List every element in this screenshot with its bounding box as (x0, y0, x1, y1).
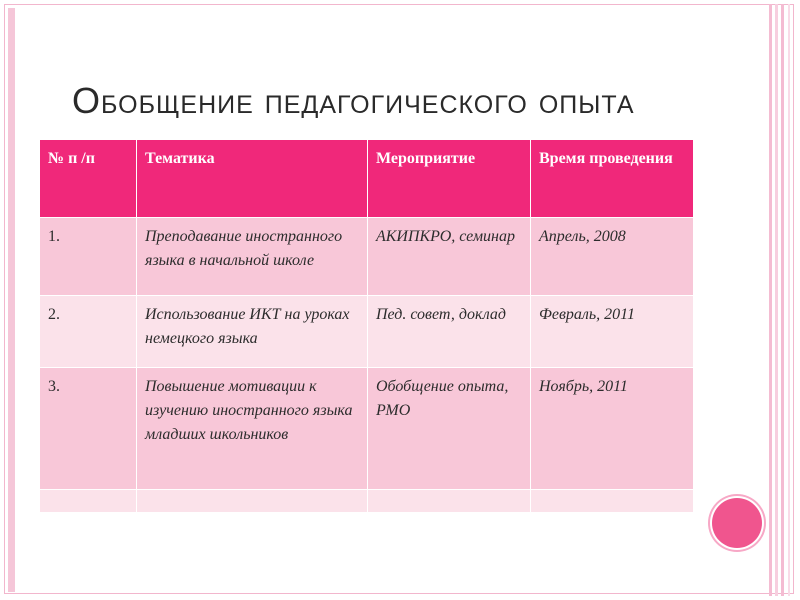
frame-right-stripes (766, 4, 796, 596)
cell-topic (137, 490, 368, 513)
cell-topic: Использование ИКТ на уроках немецкого языка (137, 296, 368, 368)
frame-stripe (769, 4, 772, 596)
header-topic: Тематика (137, 140, 368, 218)
frame-stripe (775, 4, 778, 596)
frame-stripe (781, 4, 784, 596)
cell-date: Ноябрь, 2011 (531, 368, 694, 490)
cell-number (40, 490, 137, 513)
header-event: Мероприятие (368, 140, 531, 218)
cell-date: Февраль, 2011 (531, 296, 694, 368)
cell-number: 1. (40, 218, 137, 296)
header-date: Время проведения (531, 140, 694, 218)
table-row (40, 218, 694, 296)
table-row (40, 296, 694, 368)
decorative-circle (712, 498, 762, 548)
table-header-row (40, 140, 694, 218)
table-row (40, 368, 694, 490)
cell-topic: Повышение мотивации к изучению иностранного языка младших школьников (137, 368, 368, 490)
cell-event: Пед. совет, доклад (368, 296, 531, 368)
cell-event: АКИПКРО, семинар (368, 218, 531, 296)
cell-date (531, 490, 694, 513)
cell-event: Обобщение опыта, РМО (368, 368, 531, 490)
frame-stripe (788, 4, 790, 596)
frame-left-stripe (8, 8, 15, 592)
header-number: № п /п (40, 140, 137, 218)
cell-date: Апрель, 2008 (531, 218, 694, 296)
cell-event (368, 490, 531, 513)
cell-number: 3. (40, 368, 137, 490)
table-row-empty (40, 490, 694, 513)
cell-topic: Преподавание иностранного языка в начальной школе (137, 218, 368, 296)
experience-table (39, 139, 694, 513)
cell-number: 2. (40, 296, 137, 368)
slide-title: Обобщение педагогического опыта (72, 80, 635, 121)
